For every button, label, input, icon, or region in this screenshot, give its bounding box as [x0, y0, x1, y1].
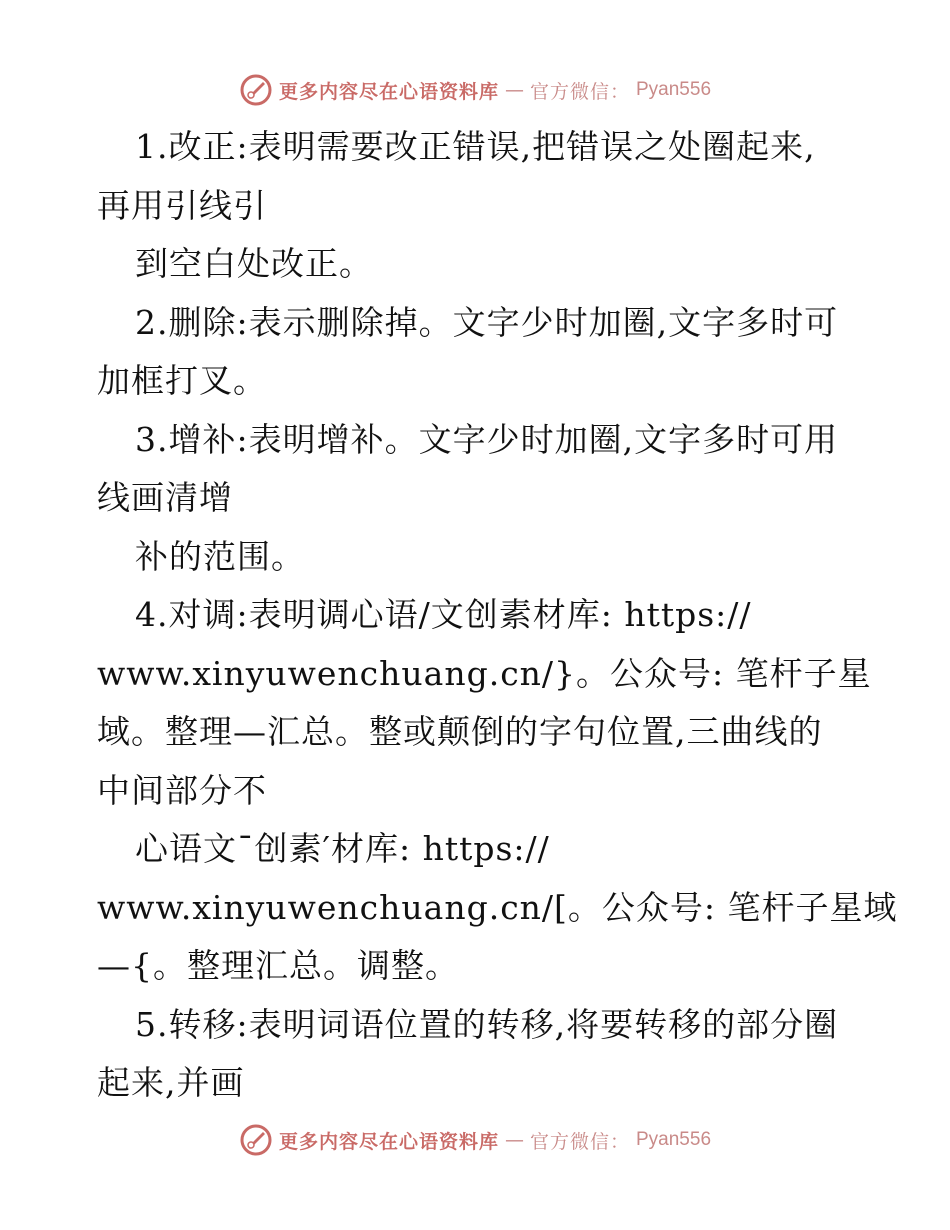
text-line: 到空白处改正。: [135, 244, 373, 283]
text-line: 起来,并画: [97, 1063, 245, 1102]
text-line: 1.改正:表明需要改正错误,把错误之处圈起来,: [135, 127, 816, 166]
text-line: 4.对调:表明调心语/文创素材库: https://: [135, 595, 752, 634]
document-body: [97, 118, 898, 1113]
text-line: www.xinyuwenchuang.cn/[。公众号: 笔杆子星域: [97, 887, 898, 927]
text-line: 补的范围。: [135, 536, 305, 576]
text-line: 加框打叉。: [97, 361, 267, 400]
watermark-separator: —: [504, 1129, 524, 1151]
text-line: —{。整理汇总。调整。: [97, 946, 459, 985]
text-line: 中间部分不: [97, 770, 267, 810]
header-watermark: [0, 70, 950, 110]
text-line: www.xinyuwenchuang.cn/}。公众号: 笔杆子星: [97, 653, 872, 693]
watermark-sub-text: 官方微信：: [529, 1130, 630, 1153]
text-line: 域。整理—汇总。整或颠倒的字句位置,三曲线的: [97, 712, 823, 751]
footer-watermark: [0, 1120, 950, 1160]
text-line: 3.增补:表明增补。文字少时加圈,文字多时可用: [135, 419, 839, 459]
text-line: 2.删除:表示删除掉。文字少时加圈,文字多时可: [135, 302, 839, 342]
text-line: 再用引线引: [97, 185, 267, 225]
watermark-separator: —: [504, 79, 524, 101]
text-line: 5.转移:表明词语位置的转移,将要转移的部分圈: [135, 1004, 839, 1044]
text-line: 心语文¯创素′材库: https://: [135, 829, 550, 868]
text-line: 线画清增: [97, 478, 233, 517]
watermark-main-text: 更多内容尽在心语资料库: [278, 1130, 499, 1153]
watermark-sub-text: 官方微信：: [529, 80, 630, 103]
watermark-account: Pyan556: [636, 1129, 712, 1150]
quill-circle-logo-icon: [239, 73, 273, 107]
quill-circle-logo-icon: [239, 1123, 273, 1157]
watermark-main-text: 更多内容尽在心语资料库: [278, 80, 499, 103]
watermark-account: Pyan556: [636, 79, 712, 100]
